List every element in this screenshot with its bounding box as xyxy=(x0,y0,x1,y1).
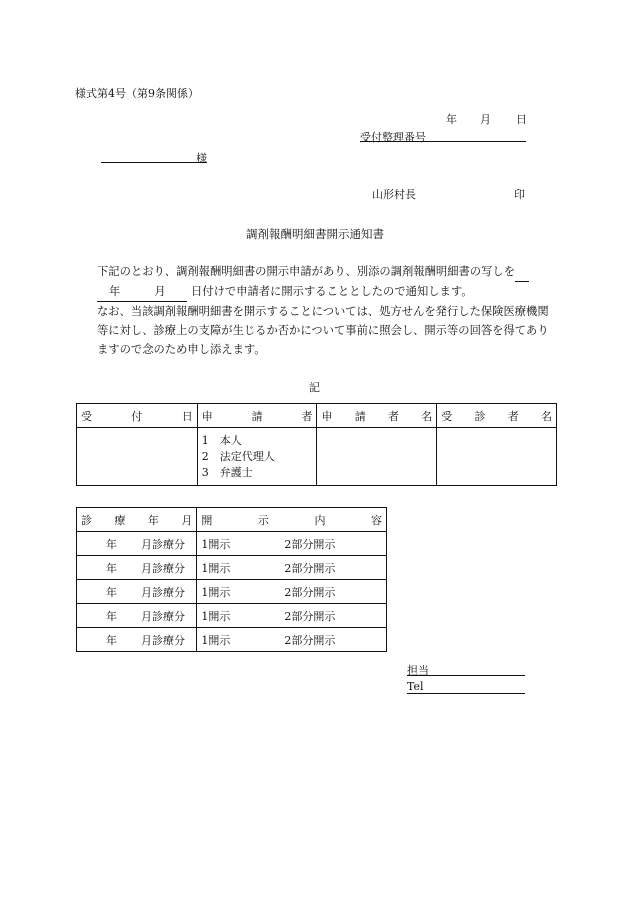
body-paragraph-1: 下記のとおり、調剤報酬明細書の開示申請があり、別添の調剤報酬明細書の写しを 年 月 日付けで申請者に開示することとしたので通知します。 xyxy=(86,262,552,302)
table-row xyxy=(77,556,387,580)
header-applicant: 申 請 者 xyxy=(197,404,317,428)
applicant-name-cell[interactable] xyxy=(317,428,437,486)
contact-person-field[interactable] xyxy=(407,662,525,676)
applicant-type-cell[interactable] xyxy=(197,428,317,486)
document-title: 調剤報酬明細書開示通知書 xyxy=(246,227,384,241)
treatment-month-cell[interactable]: 年 月診療分 xyxy=(77,604,197,628)
applicant-table xyxy=(76,403,557,486)
treatment-month-cell[interactable]: 年 月診療分 xyxy=(77,556,197,580)
form-number: 様式第4号（第9条関係） xyxy=(75,87,199,100)
addressee-suffix: 様 xyxy=(196,152,207,165)
receipt-number-field[interactable] xyxy=(360,129,526,142)
header-disclosure-content: 開 示 内 容 xyxy=(197,508,387,532)
issuer-name: 山形村長 xyxy=(372,188,416,201)
treatment-month-cell[interactable]: 年 月診療分 xyxy=(77,628,197,652)
header-applicant-name: 申 請 者 名 xyxy=(317,404,437,428)
table-row xyxy=(77,628,387,652)
contact-tel-label: Tel xyxy=(407,680,424,693)
disclosure-choice-cell[interactable]: 1開示 2部分開示 xyxy=(197,628,387,652)
body-date-blank[interactable]: 年 月 xyxy=(97,282,187,302)
receipt-date-cell[interactable] xyxy=(77,428,198,486)
applicant-option-3[interactable]: 3 弁護士 xyxy=(201,465,253,479)
applicant-table-row xyxy=(77,428,557,486)
header-treatment-month: 診 療 年 月 xyxy=(77,508,197,532)
date-day-label: 日 xyxy=(516,113,527,126)
treatment-month-cell[interactable]: 年 月診療分 xyxy=(77,532,197,556)
contact-person-label: 担当 xyxy=(407,664,429,677)
contact-tel-field[interactable] xyxy=(407,680,525,694)
disclosure-choice-cell[interactable]: 1開示 2部分開示 xyxy=(197,604,387,628)
seal-mark: 印 xyxy=(514,188,525,201)
date-month-label: 月 xyxy=(480,113,491,126)
applicant-option-1[interactable]: 1 本人 xyxy=(201,433,242,447)
receipt-number-label: 受付整理番号 xyxy=(360,131,426,144)
date-year-label: 年 xyxy=(446,113,457,126)
addressee-field[interactable] xyxy=(101,150,207,163)
header-patient-name: 受 診 者 名 xyxy=(437,404,557,428)
table-row xyxy=(77,532,387,556)
body-paragraph-2: なお、当該調剤報酬明細書を開示することについては、処方せんを発行した保険医療機関等に対し、診療上の支障が生じるか否かについて事前に照会し、開示等の回答を得てありますので念のため申し添えます。 xyxy=(97,305,549,356)
treatment-month-cell[interactable]: 年 月診療分 xyxy=(77,580,197,604)
disclosure-table-header xyxy=(77,508,387,532)
body-blank[interactable] xyxy=(515,262,529,282)
disclosure-choice-cell[interactable]: 1開示 2部分開示 xyxy=(197,580,387,604)
disclosure-choice-cell[interactable]: 1開示 2部分開示 xyxy=(197,556,387,580)
applicant-option-2[interactable]: 2 法定代理人 xyxy=(201,449,275,463)
body-text xyxy=(86,262,552,359)
patient-name-cell[interactable] xyxy=(437,428,557,486)
table-row xyxy=(77,604,387,628)
header-receipt-date: 受 付 日 xyxy=(77,404,198,428)
ki-label: 記 xyxy=(309,381,320,394)
table-row xyxy=(77,580,387,604)
disclosure-table xyxy=(76,507,387,652)
disclosure-choice-cell[interactable]: 1開示 2部分開示 xyxy=(197,532,387,556)
applicant-table-header xyxy=(77,404,557,428)
